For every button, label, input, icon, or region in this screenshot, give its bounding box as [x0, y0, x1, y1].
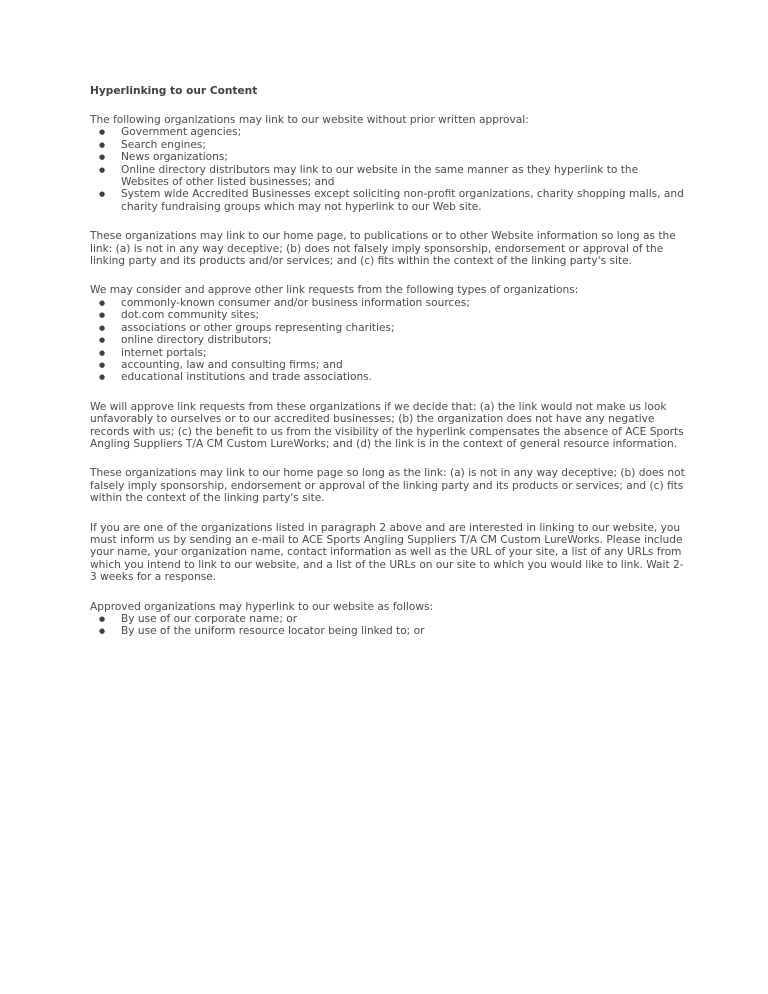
contact-instructions-paragraph: If you are one of the organizations listed in paragraph 2 above and are interested in linking to our website, you must inform us by sending an e-mail to ACE Sports Angling Suppliers T/A CM Custom LureWorks. Please include your name, your organization name, contact information as well as the URL of your site, a list of any URLs from which you intend to link to our website, and a list of the URLs on our site to which you would like to link. Wait 2-3 weeks for a response.: [90, 521, 684, 584]
document-page: [90, 85, 686, 638]
list-item: ● Government agencies;: [90, 126, 686, 138]
home-page-link-paragraph: These organizations may link to our home page so long as the link: (a) is not in any way deceptive; (b) does not falsely imply sponsorship, endorsement or approval of the linking party and its products or services; and (c) fits within the context of the linking party's site.: [90, 467, 685, 505]
list-item: ● Online directory distributors may link to our website in the same manner as they hyperlink to the Websites of other listed businesses; and: [90, 164, 686, 189]
list-item: ● educational institutions and trade associations.: [90, 371, 686, 383]
list-item: ● dot.com community sites;: [90, 309, 686, 321]
other-organizations-list: [90, 297, 686, 384]
list-item: ● System wide Accredited Businesses except soliciting non-profit organizations, charity shopping malls, and charity fundraising groups which may not hyperlink to our Web site.: [90, 188, 686, 213]
list-item: ● By use of the uniform resource locator being linked to; or: [90, 625, 686, 637]
list-item: ● News organizations;: [90, 151, 686, 163]
page-title: Hyperlinking to our Content: [90, 85, 258, 97]
list-item: ● online directory distributors;: [90, 334, 686, 346]
intro-paragraph: The following organizations may link to our website without prior written approval:: [90, 114, 529, 126]
approved-organizations-list: [90, 126, 686, 213]
hyperlink-methods-list: [90, 613, 686, 638]
list-item: ● associations or other groups representing charities;: [90, 322, 686, 334]
list-item: ● internet portals;: [90, 347, 686, 359]
other-requests-paragraph: We may consider and approve other link requests from the following types of organizations:: [90, 284, 579, 297]
list-item: ● accounting, law and consulting firms; and: [90, 359, 686, 371]
link-conditions-paragraph: These organizations may link to our home page, to publications or to other Website information so long as the link: (a) is not in any way deceptive; (b) does not falsely imply sponsorship, endorsement or approval of the linking party and its products and/or services; and (c) fits within the context of the linking party's site.: [90, 230, 676, 268]
approved-hyperlink-paragraph: Approved organizations may hyperlink to our website as follows:: [90, 600, 434, 613]
list-item: ● commonly-known consumer and/or business information sources;: [90, 297, 686, 309]
list-item: ● Search engines;: [90, 139, 686, 151]
list-item: ● By use of our corporate name; or: [90, 613, 686, 625]
approval-criteria-paragraph: We will approve link requests from these organizations if we decide that: (a) the link would not make us look unfavorably to ourselves or to our accredited businesses; (b) the organization does not have any negative records with us; (c) the benefit to us from the visibility of the hyperlink compensates the absence of ACE Sports Angling Suppliers T/A CM Custom LureWorks; and (d) the link is in the context of general resource information.: [90, 400, 684, 450]
